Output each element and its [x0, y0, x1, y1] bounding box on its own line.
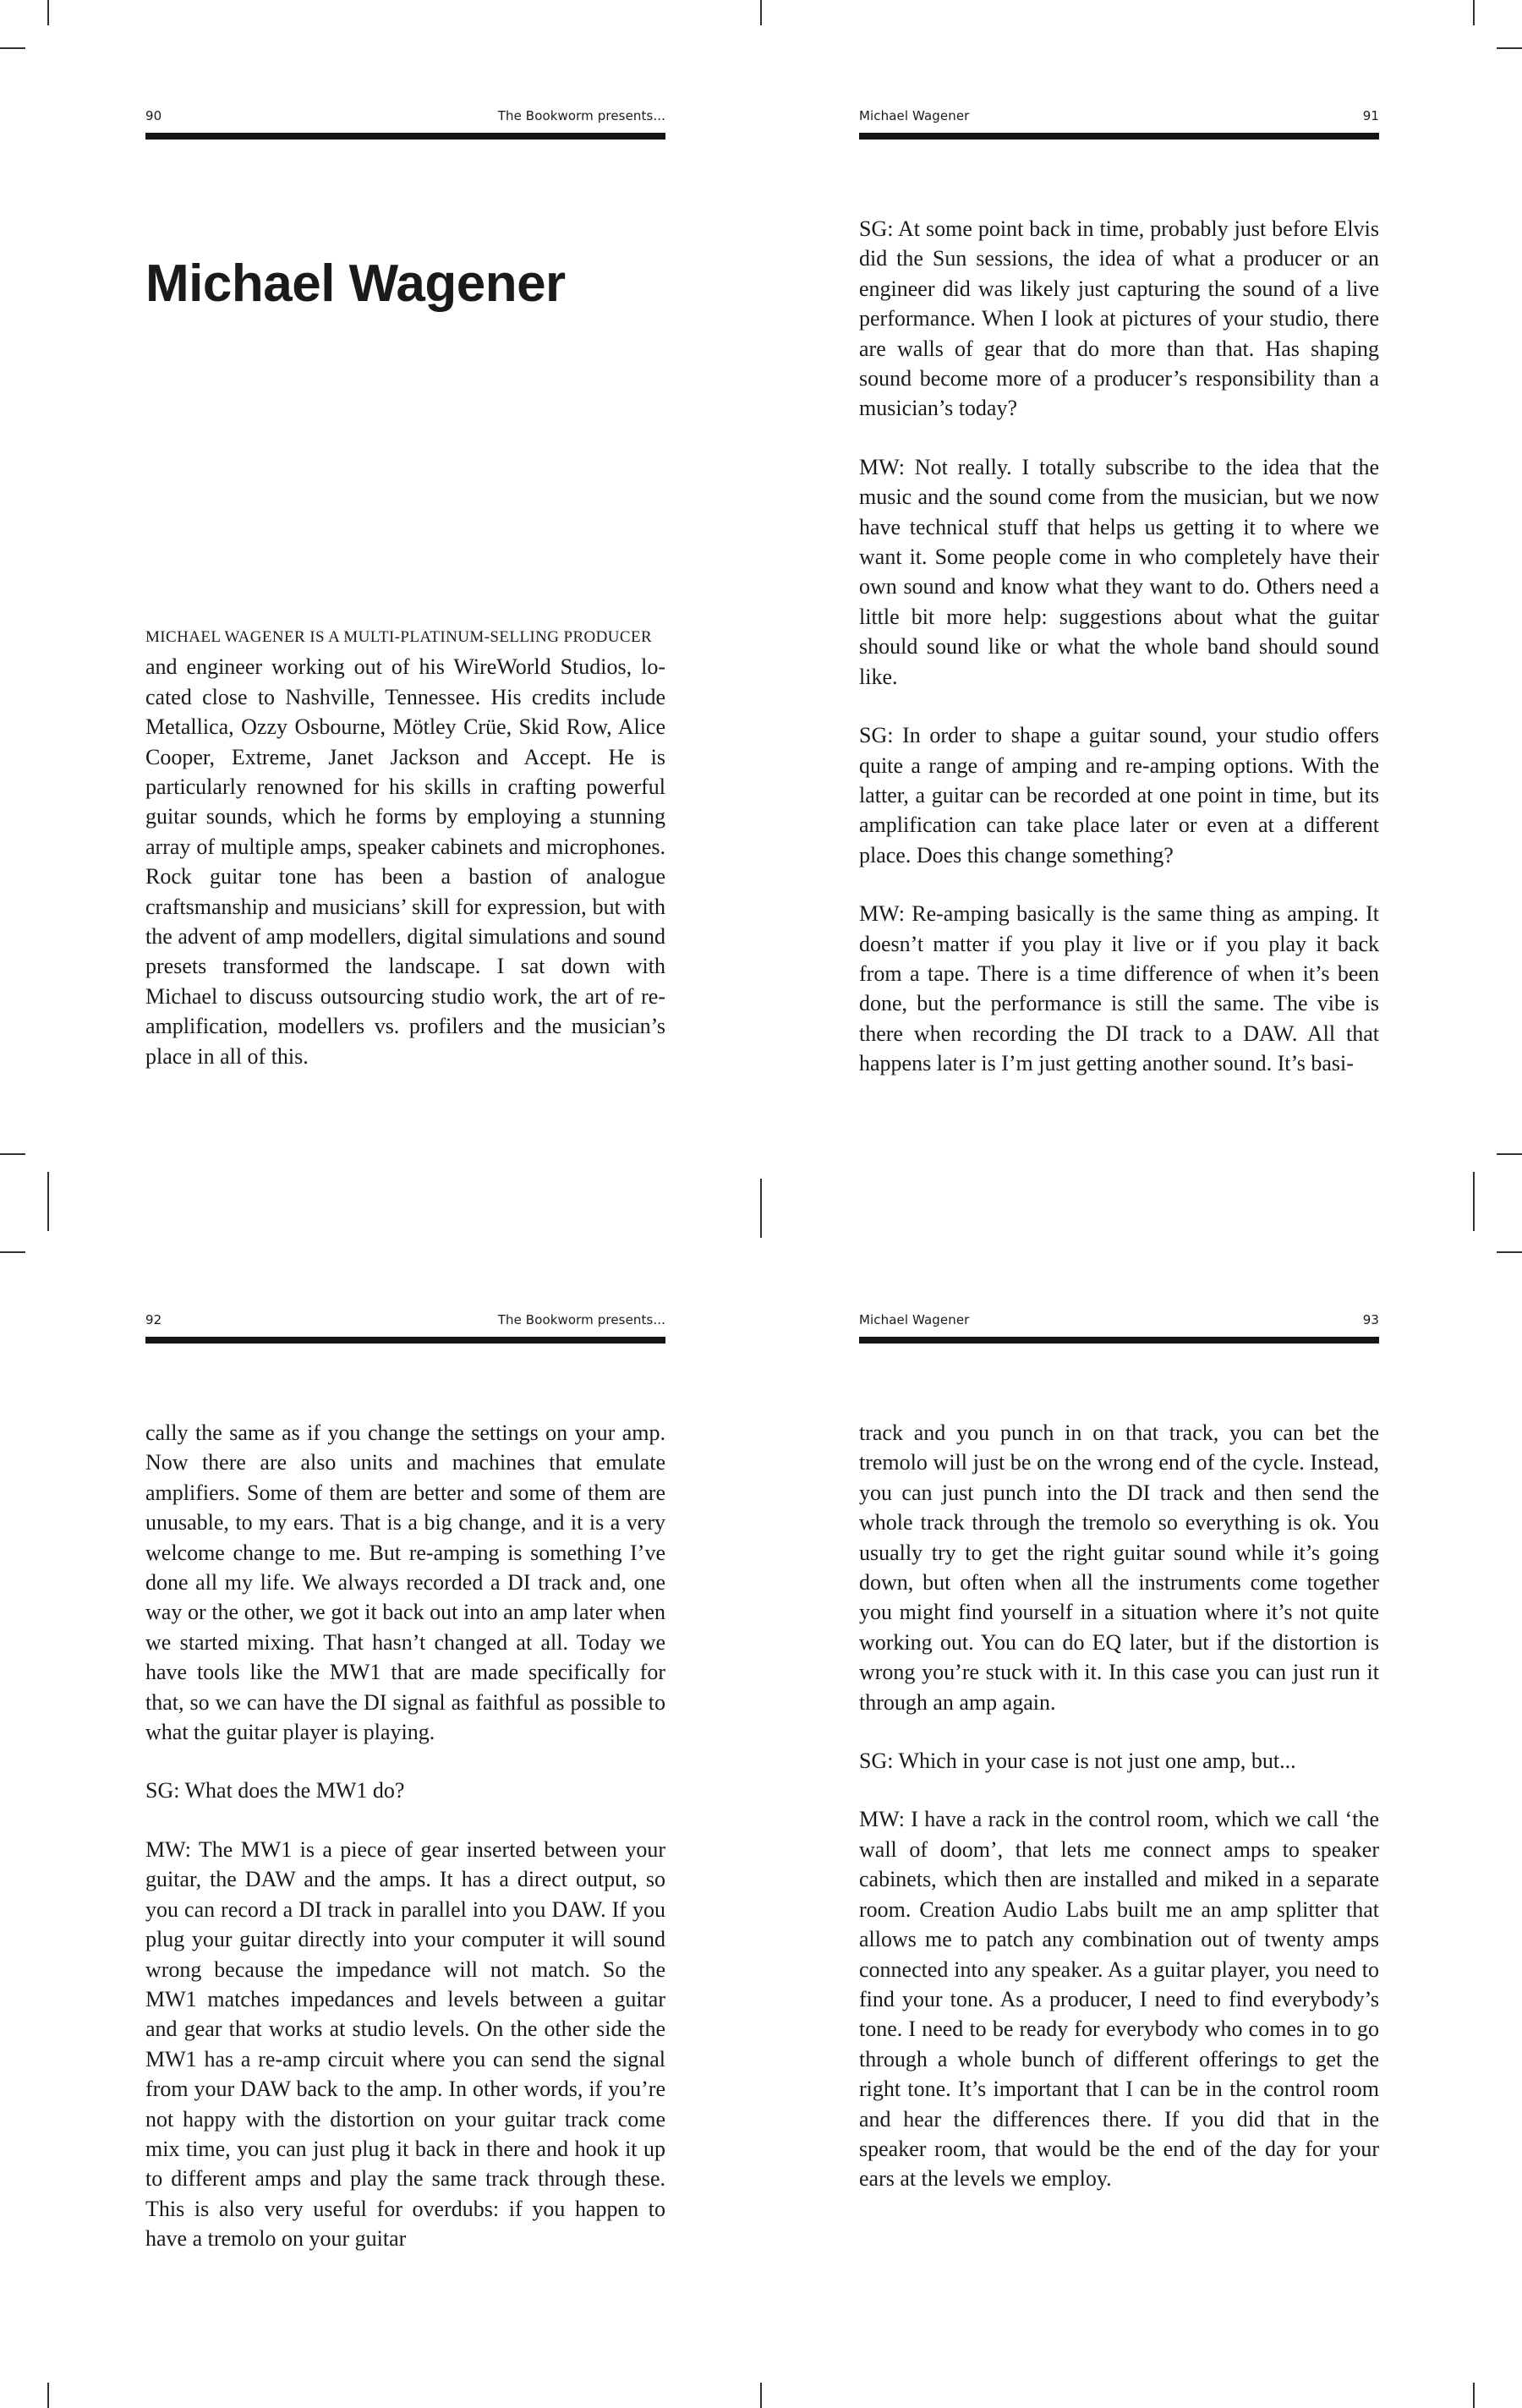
crop-mark: [1497, 1251, 1522, 1253]
running-header: [145, 1312, 665, 1344]
crop-mark: [1497, 1153, 1522, 1155]
paragraph: MW: Not really. I totally subscribe to the idea that the music and the sound come from the musician, but we now have technical stuff that helps us getting it to where we want it. Some people come in who completely have their own sound and know what they want to do. Others need a little bit more help: suggestions about what the guitar should sound like or what the whole band should sound like.: [859, 454, 1379, 689]
running-header: [859, 1312, 1379, 1344]
page-number: 91: [1362, 108, 1379, 123]
crop-mark: [0, 1251, 25, 1253]
body-text: [859, 1418, 1379, 2194]
crop-mark: [1473, 0, 1475, 25]
page-93: [859, 1312, 1379, 2223]
running-header: [859, 108, 1379, 140]
running-title: Michael Wagener: [859, 108, 970, 123]
paragraph: track and you punch in on that track, you can bet the tremolo will just be on the wrong end of the cycle. Instead, you can just punch into the DI track and then send the whole track through the tremolo so everything is ok. You usually try to get the right guitar sound while it’s going down, but often when all the instruments come together you might find yourself in a situation where it’s not quite working out. You can do EQ later, but if the distortion is wrong you’re stuck with it. In this case you can just run it through an amp again.: [859, 1420, 1379, 1715]
crop-mark: [0, 1153, 25, 1155]
crop-mark: [760, 1179, 762, 1238]
body-text: [859, 214, 1379, 1079]
paragraph: MW: I have a rack in the control room, which we call ‘the wall of doom’, that lets me connect amps to speaker cabinets, which then are installed and miked in a separate room. Creation Audio Labs built me an amp splitter that allows me to patch any combination out of twenty amps connected into any speaker. As a guitar player, you need to find your tone. As a producer, I need to find everybody’s tone. I need to be ready for everybody who comes in to go through a whole bunch of different offerings to get the right tone. It’s important that I can be in the control room and hear the differences there. If you did that in the speaker room, that would be the end of the day for your ears at the levels we employ.: [859, 1807, 1379, 2192]
article-title: Michael Wagener: [145, 254, 566, 313]
paragraph: MW: Re-amping basically is the same thing as amping. It doesn’t matter if you play it live or if you play it back from a tape. There is a time difference of when it’s been done, but the performance is still the same. The vibe is there when recording the DI track to a DAW. All that happens later is I’m just getting another sound. It’s basi-: [859, 901, 1379, 1076]
crop-mark: [47, 0, 49, 25]
crop-mark: [47, 1172, 49, 1231]
running-header: [145, 108, 665, 140]
crop-mark: [1497, 47, 1522, 49]
page-number: 92: [145, 1312, 162, 1327]
paragraph: cally the same as if you change the settings on your amp. Now there are also units and machines that emulate amplifiers. Some of them are better and some of them are unusable, to my ears. That is a big change, and it is a very welcome change to me. But re-amping is something I’ve done all my life. We always recorded a DI track and, one way or the other, we got it back out into an amp later when we started mixing. That hasn’t changed at all. Today we have tools like the MW1 that are made specifically for that, so we can have the DI signal as faithful as possible to what the guitar player is playing.: [145, 1420, 665, 1745]
crop-mark: [1473, 2383, 1475, 2408]
intro-lead: MICHAEL WAGENER IS A MULTI-PLATINUM-SELLING PRODUCER: [145, 628, 653, 646]
running-title: The Bookworm presents...: [497, 108, 665, 123]
paragraph: SG: At some point back in time, probably just before Elvis did the Sun sessions, the idea of what a producer or an engineer did was likely just capturing the sound of a live performance. When I look at pictures of your studio, there are walls of gear that do more than that. Has shaping sound become more of a producer’s responsibility than a musician’s today?: [859, 216, 1379, 421]
paragraph: SG: What does the MW1 do?: [145, 1778, 405, 1803]
crop-mark: [47, 2383, 49, 2408]
paragraph: MW: The MW1 is a piece of gear inserted between your guitar, the DAW and the amps. It has a direct output, so you can record a DI track in parallel into you DAW. If you plug your guitar directly into your computer it will sound wrong because the impedance will not match. So the MW1 matches impedances and levels between a guitar and gear that works at studio levels. On the other side the MW1 has a re-amp circuit where you can send the signal from your DAW back to the amp. In other words, if you’re not happy with the distortion on your guitar track come mix time, you can just plug it back in there and hook it up to different amps and play the same track through these. This is also very useful for overdubs: if you happen to have a tremolo on your guitar: [145, 1836, 665, 2252]
running-title: The Bookworm presents...: [497, 1312, 665, 1327]
crop-mark: [760, 0, 762, 25]
crop-mark: [0, 47, 25, 49]
crop-mark: [760, 2383, 762, 2408]
page-number: 90: [145, 108, 162, 123]
paragraph: SG: In order to shape a guitar sound, your studio offers quite a range of amping and re-amping options. With the latter, a guitar can be recorded at one point in time, but its amplification can take place later or even at a different place. Does this change something?: [859, 723, 1379, 867]
body-text: [145, 1418, 665, 2254]
paragraph: SG: Which in your case is not just one amp, but...: [859, 1749, 1296, 1774]
page-91: [859, 108, 1379, 1108]
intro-text: and engineer working out of his WireWorld Studios, located close to Nashville, Tennessee. His credits include Metallica, Ozzy Osbourne, Mötley Crüe, Skid Row, Alice Cooper, Extreme, Janet Jackson and Accept. He is particularly renowned for his skills in crafting powerful guitar sounds, which he forms by employing a stunning array of multiple amps, speaker cabinets and microphones. Rock guitar tone has been a bastion of analogue craftsmanship and musicians’ skill for expression, but with the advent of amp modellers, digital simulations and sound presets transformed the landscape. I sat down with Michael to discuss outsourcing studio work, the art of re-amplification, modellers vs. profilers and the musician’s place in all of this.: [145, 654, 665, 1069]
page-90: [145, 108, 665, 1069]
page-number: 93: [1362, 1312, 1379, 1327]
running-title: Michael Wagener: [859, 1312, 970, 1327]
page-92: [145, 1312, 665, 2283]
crop-mark: [1473, 1172, 1475, 1231]
intro-paragraph: [145, 622, 665, 1071]
